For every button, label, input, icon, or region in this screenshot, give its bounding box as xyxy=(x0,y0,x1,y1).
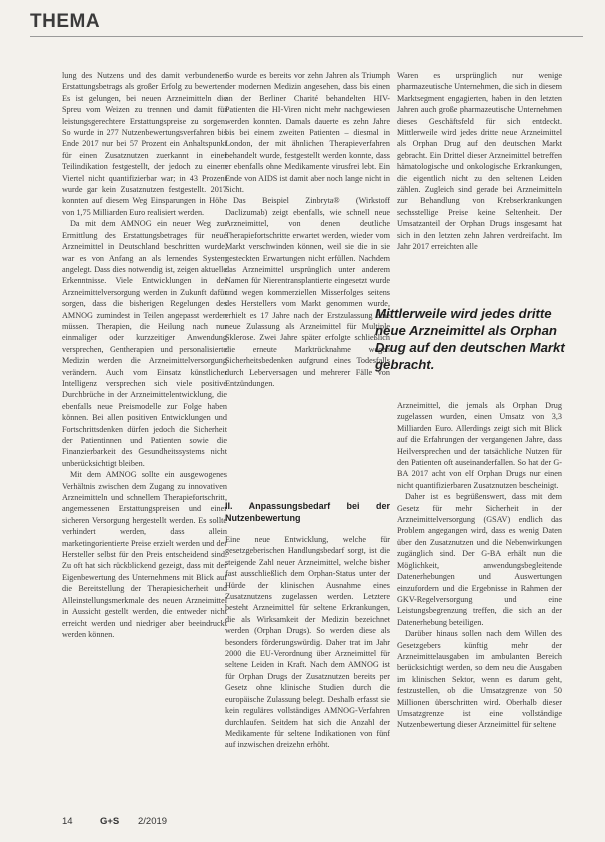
text-column-3-top xyxy=(397,70,562,295)
text-column-2-bottom xyxy=(225,500,390,805)
paragraph: Darüber hinaus sollen nach dem Willen des Gesetzgebers künftig mehr der Arzneimittelausgaben im ambulanten Bereich berücksichtigt werden, so dem neu die Ausgaben im klinischen Sektor, wenn es darum geht, festzustellen, ob die Umsatzgrenze von 50 Millionen überschritten wird. Oberhalb dieser Umsatzgrenze ist eine vollständige Nutzenbewertung dieser Arzneimittel für seltene xyxy=(397,629,562,730)
section-header xyxy=(30,8,583,37)
paragraph: Daher ist es begrüßenswert, dass mit dem Gesetz für mehr Sicherheit in der Arzneimittelversorgung (GSAV) endlich das Problem angegangen wird, dass es wenig Daten über den Zusatznutzen und die Nebenwirkungen zugänglich sind. Der G-BA erhält nun die Möglichkeit, anwendungsbegleitende Datenerhebungen und Auswertungen einzufordern und die Ergebnisse in Rahmen der GKV-Regelversorgung und eine Leistungsbegrenzung treffen, die sich an der Datenerhebung beteiligen. xyxy=(397,492,562,627)
pull-quote: Mittlerweile wird jedes dritte neue Arzneimittel als Orphan Drug auf den deutschen Markt gebracht. xyxy=(375,306,565,372)
text-column-2-top xyxy=(225,70,390,488)
paragraph: Mit dem AMNOG sollte ein ausgewogenes Verhältnis zwischen dem Zugang zu innovativen Arzneimitteln und schnellem Therapiefortschritt, angemessenen Erstattungspreisen und einer sicheren Versorgung hergestellt werden. Es sollte verhindert werden, dass allein marketingorientierte Preise erzielt werden und der Hersteller selbst für den Preis entscheidend sind. Zu oft hat sich rückblickend gezeigt, dass mit der Eigenbewertung des Unternehmens mit Blick auf die Bereitstellung der Therapiesicherheit und Alleinstellungsmerkmale des neuen Arzneimittel in Aussicht gestellt werden, die entweder nicht erreicht werden und niedriger aber beeindruckt werden können. xyxy=(62,470,227,639)
paragraph: Eine neue Entwicklung, welche für gesetzgeberischen Handlungsbedarf sorgt, ist die steigende Zahl neuer Arzneimittel, welche bisher fast ausschließlich dem Orphan-Status unter der Hürde der klinischen Ausnahme eines Zusatznutzens zugelassen werden. Letztere besteht Arzneimittel für seltene Erkrankungen, die als Wirksamkeit der Medizin bezeichnet werden (Orphan Drugs). So werden diese als besonders förderungswürdig. Daher trat im Jahr 2000 die EU-Verordnung über Arzneimittel für seltene Leiden in Kraft. Nach dem AMNOG ist für Orphan Drugs der Zusatznutzen bereits per Gesetz ohne klinische Studien durch die europäische Zulassung belegt. Deshalb erfasst sie kein reguläres vollständiges AMNOG-Verfahren durchlaufen. Seitdem hat sich die Anzahl der Medikamente für seltene Indikationen von fünf auf inzwischen dreizehn erhöht. xyxy=(225,535,390,750)
paragraph: So wurde es bereits vor zehn Jahren als Triumph der modernen Medizin angesehen, dass bis einen an der Berliner Charité behandelten HIV-Patienten die HI-Viren nicht mehr nachgewiesen werden konnten. Damals dauerte es zehn Jahre bis bei einem zweiten Patienten – diesmal in London, der mit ähnlichen Therapieverfahren behandelt wurde, festgestellt werden konnte, dass er ebenfalls ohne Medikamente virusfrei lebt. Ein Ende von AIDS ist damit aber noch lange nicht in Sicht. xyxy=(225,71,390,195)
page-footer xyxy=(62,816,542,830)
paragraph: Das Beispiel Zinbryta® (Wirkstoff Daclizumab) zeigt ebenfalls, wie schnell neue Arzneimittel, von denen deutliche Therapiefortschritte erwartet werden, wieder vom Markt verschwinden können, weil sie die in sie gesteckten Erwartungen nicht erfüllen. Nachdem das Arzneimittel ursprünglich unter anderem Namen für Nierentransplantierte eingesetzt wurde und wegen kommerziellen Misserfolges seitens des Herstellers vom Markt genommen wurde, erhielt es 17 Jahre nach der Erstzulassung eine neue Zulassung als Arzneimittel für Multiple Sklerose. Zwei Jahre später erfolgte schließlich die erneute Marktrücknahme wegen Sicherheitsbedenken aufgrund eines Todesfalls durch Leberversagen und mehrerer Fälle von Entzündungen. xyxy=(225,196,390,388)
section-title: THEMA xyxy=(30,11,101,32)
section-subheading: II. Anpassungsbedarf bei der Nutzenbewertung xyxy=(225,501,390,523)
paragraph: Arzneimittel, die jemals als Orphan Drug zugelassen wurden, einen Umsatz von 3,3 Milliarden Euro. Allerdings zeigt sich mit Blick auf die Erfahrungen der vergangenen Jahre, dass Heilversprechen und der tatsächliche Nutzen für den Patienten oft auseinanderfallen. So hat der G-BA 2017 acht von elf Orphan Drugs nur einen nicht quantifizierbaren Zusatznutzen bescheinigt. xyxy=(397,401,562,490)
paragraph: Waren es ursprünglich nur wenige pharmazeutische Unternehmen, die sich in diesem Marktsegment engagierten, haben in den letzten Jahren auch große pharmazeutische Unternehmen dieses Geschäftsfeld für sich entdeckt. Mittlerweile wird jedes dritte neue Arzneimittel als Orphan Drug auf den deutschen Markt gebracht. Ein Drittel dieser Arzneimittel betreffen hämatologische und onkologische Erkrankungen, die eigentlich nicht zu den seltenen Leiden zählen. Zugleich sind gerade bei Arzneimitteln zur Behandlung von Krebserkrankungen sechsstellige Preise keine Seltenheit. Der Umsatzanteil der Orphan Drugs insgesamt hat sich in den letzten zehn Jahren verdreifacht. Im Jahr 2017 erreichten alle xyxy=(397,71,562,252)
paragraph: Da mit dem AMNOG ein neuer Weg zur Ermittlung des Erstattungsbetrages für neue Arzneimittel in Deutschland beschritten wurde, war es von Anfang an als lernendes System angelegt. Dass dies notwendig ist, zeigen aktuelle Erkenntnisse. Viele Entwicklungen in der Arzneimittelversorgung werden in Zukunft dafür sorgen, dass die bisherigen Regelungen des AMNOG zumindest in Teilen angepasst werden müssen. Therapien, die Heilung nach nur einmaliger oder kurzzeitiger Anwendung versprechen, Gentherapien und personalisierte Medizin werden die Arzneimittelversorgung verändern. Auch vom Einsatz künstlicher Intelligenz versprechen sich viele positive Durchbrüche in der Arzneimittelentwicklung, die ebenfalls neue Preismodelle zur Folge haben können. Bei allen positiven Entwicklungen und Fortschrittsdenken dürfen jedoch die Sicherheit der Patientinnen und Patienten sowie die Finanzierbarkeit des Gesundheitssystems nicht unberücksichtigt bleiben. xyxy=(62,219,227,468)
text-column-3-bottom xyxy=(397,400,562,805)
page-number: 14 xyxy=(62,816,73,827)
magazine-name: G+S xyxy=(100,816,120,827)
issue-number: 2/2019 xyxy=(138,816,168,827)
text-column-1 xyxy=(62,70,227,805)
paragraph: lung des Nutzens und des damit verbundenen Erstattungsbetrags als großer Erfolg zu bewerten. Es ist gelungen, bei neuen Arzneimitteln die Spreu vom Weizen zu trennen und damit für leistungsgerechtere Erstattungspreise zu sorgen. So wurde in 277 Nutzenbewertungsverfahren bis Ende 2017 nur bei 57 Prozent ein Anhaltspunkt für einen Zusatznutzen zuerkannt in einer Teilindikation festgestellt, der jedoch zu einem Viertel nicht quantifizierbar war; in 43 Prozent wurde gar kein Zusatznutzen festgestellt. 2017 konnten auf diesem Weg Einsparungen in Höhe von 1,75 Milliarden Euro realisiert werden. xyxy=(62,71,227,217)
